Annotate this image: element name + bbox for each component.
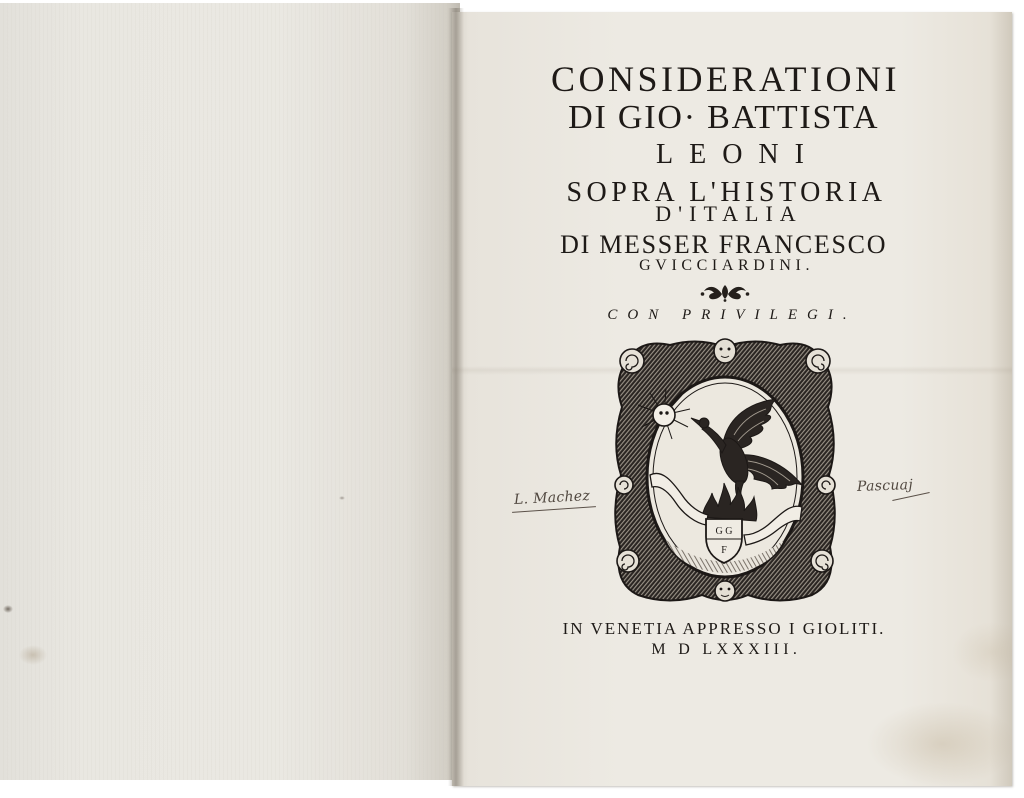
author-line-2: LEONI [656, 139, 820, 170]
subject-line-2: D'ITALIA [655, 201, 803, 226]
handwritten-signature-right: Pascuaj [856, 477, 914, 495]
shield-letters-top: G G [715, 526, 733, 537]
subject-line-1: SOPRA L'HISTORIA [566, 177, 887, 208]
subject-author-line-2: GVICCIARDINI. [639, 257, 815, 274]
printers-device [608, 335, 842, 608]
subject-author-line-1: DI MESSER FRANCESCO [560, 230, 888, 259]
mask-bottom [715, 581, 735, 601]
book-title: CONSIDERATIONI [551, 59, 900, 99]
title-page [452, 12, 1012, 786]
shield-letter-bottom: F [721, 545, 727, 556]
author-line-1: DI GIO· BATTISTA [568, 99, 880, 136]
privilege-line: CON PRIVILEGI. [607, 307, 857, 323]
book-gutter-shadow [448, 8, 464, 786]
blank-left-page [0, 3, 460, 780]
handwritten-signature-left: L. Machez [513, 488, 591, 508]
imprint-date: M D LXXXIII. [651, 641, 802, 658]
imprint-line: IN VENETIA APPRESSO I GIOLITI. [562, 619, 886, 638]
mask-top [714, 339, 736, 363]
fleuron-ornament [700, 282, 750, 302]
